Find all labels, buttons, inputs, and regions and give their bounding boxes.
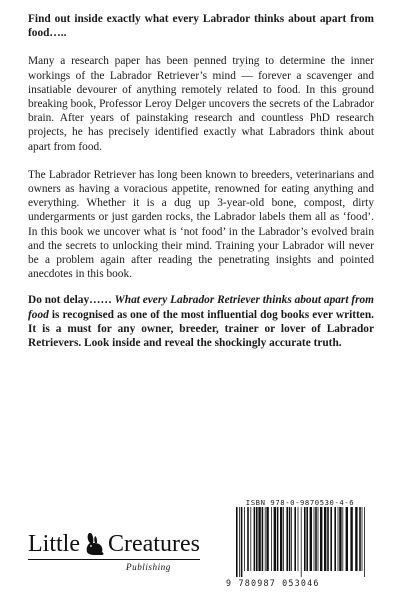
barcode-bar: [247, 507, 249, 571]
closing-paragraph: [28, 293, 374, 350]
barcode-bar: [241, 507, 243, 577]
barcode-bar: [244, 507, 245, 571]
barcode-bar: [330, 507, 332, 571]
barcode-bar: [250, 507, 251, 571]
barcode-bar: [364, 507, 365, 577]
publisher-word-creatures: Creatures: [107, 531, 200, 557]
barcode-bar: [350, 507, 352, 571]
headline: Find out inside exactly what every Labrador thinks about apart from food…..: [28, 13, 374, 40]
blurb-text: [28, 12, 374, 350]
closing-lead: Do not delay……: [28, 294, 115, 307]
barcode-bar: [254, 507, 256, 571]
barcode-bar: [283, 507, 284, 571]
isbn-label: ISBN 978-0-9870530-4-6: [245, 498, 355, 507]
barcode-bar: [289, 507, 291, 571]
barcode-bar: [324, 507, 326, 571]
publisher-logo-rule: [28, 559, 200, 560]
barcode-bar: [301, 507, 302, 577]
barcode-bar: [304, 507, 306, 571]
barcode-bar: [294, 507, 296, 571]
barcode-bar: [318, 507, 319, 571]
isbn-barcode: [226, 498, 374, 590]
barcode-bar: [256, 507, 258, 571]
barcode-bar: [271, 507, 272, 571]
closing-book-title: What every Labrador Retriever thinks about apart from food: [28, 294, 375, 321]
barcode-bar: [306, 507, 308, 571]
paragraph-1: Many a research paper has been penned trying to determine the inner workings of the Labrador Retriever’s mind — forever a scavenger and insatiable devourer of anything remotely related to food. In this ground breaking book, Professor Leroy Delger uncovers the secrets of the Labrador brain. After years of painstaking research and countless PhD research projects, he has precisely identified exactly what Labradors think about apart from food.: [28, 55, 374, 153]
barcode-bar: [355, 507, 357, 571]
paragraph-2: The Labrador Retriever has long been known to breeders, veterinarians and owners as having a voracious appetite, renowned for eating anything and everything. Whether it is a dug up 3-year-old bone, compost, dirty undergarments or just garden rocks, the Labrador labels them all as ‘food’. In this book we uncover what is ‘not food’ in the Labrador’s evolved brain and the secrets to unlocking their mind. Training your Labrador will never be a problem again after reading the penetrating insights and pointed anecdotes in this book.: [28, 168, 374, 281]
barcode-bar: [320, 507, 322, 571]
barcode-bar: [359, 507, 361, 571]
barcode-bar: [239, 507, 240, 577]
barcode-bar: [327, 507, 329, 571]
barcode-bar: [274, 507, 276, 571]
barcode-bar: [314, 507, 315, 571]
barcode-bar: [291, 507, 292, 571]
barcode-bar: [280, 507, 282, 571]
barcode-bar: [277, 507, 279, 571]
barcode-bar: [286, 507, 288, 571]
rabbit-icon: [83, 532, 105, 556]
barcode-bar: [346, 507, 348, 571]
barcode-bar: [310, 507, 312, 571]
barcode-bars: [226, 507, 374, 577]
barcode-bar: [342, 507, 343, 571]
publisher-word-little: Little: [28, 531, 80, 557]
barcode-bar: [258, 507, 260, 571]
barcode-bar: [236, 507, 238, 577]
barcode-bar: [262, 507, 264, 571]
barcode-digits: 9 780987 053046: [226, 578, 320, 588]
barcode-bar: [339, 507, 341, 571]
barcode-bar: [265, 507, 266, 571]
barcode-bar: [338, 507, 339, 571]
publisher-subtitle: Publishing: [126, 562, 171, 572]
barcode-bar: [362, 507, 363, 571]
barcode-bar: [315, 507, 317, 571]
barcode-bar: [298, 507, 299, 571]
publisher-logo: [28, 531, 208, 587]
barcode-bar: [266, 507, 268, 571]
barcode-bar: [334, 507, 336, 571]
closing-rest: is recognised as one of the most influential dog books ever written. It is a must for any owner, breeder, trainer or lover of Labrador Retrievers. Look inside and reveal the shockingly accurate truth.: [28, 308, 374, 350]
